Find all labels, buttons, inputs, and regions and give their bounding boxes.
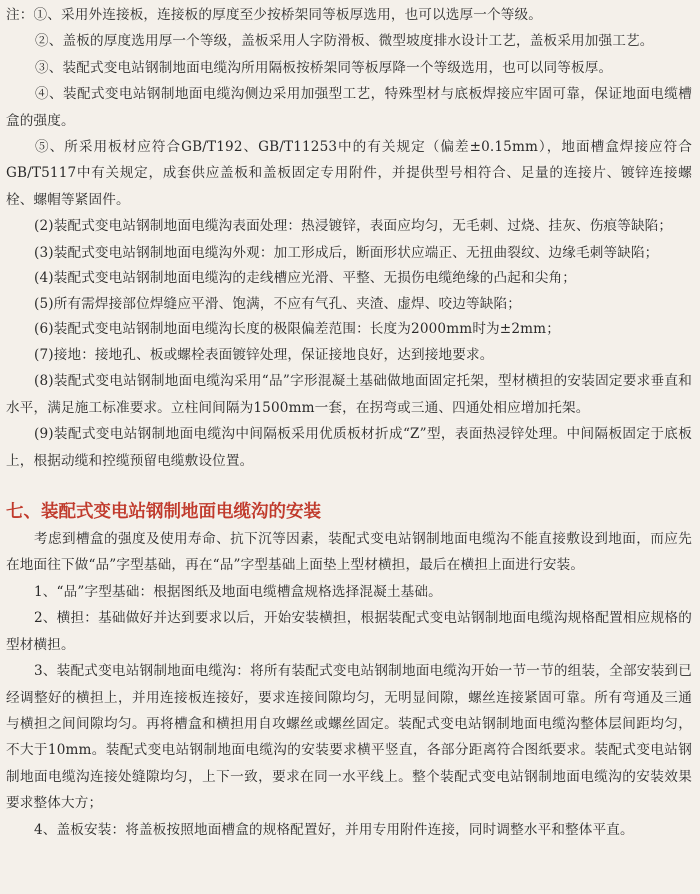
list-item: (9)装配式变电站钢制地面电缆沟中间隔板采用优质板材折成“Z”型，表面热浸锌处理。中间隔板固定于底板上，根据动缆和控缆预留电缆敷设位置。 [6,426,692,469]
note-3: ③、装配式变电站钢制地面电缆沟所用隔板按桥架同等板厚降一个等级选用，也可以同等板厚。 [35,59,613,76]
note-2: ②、盖板的厚度选用厚一个等级，盖板采用人字防滑板、微型坡度排水设计工艺，盖板采用加强工艺。 [35,33,654,50]
list-item: (7)接地：接地孔、板或螺栓表面镀锌处理，保证接地良好，达到接地要求。 [34,346,494,363]
list-item: (8)装配式变电站钢制地面电缆沟采用“品”字形混凝土基础做地面固定托架，型材横担的安装固定要求垂直和水平，满足施工标准要求。立柱间间隔为1500mm一套，在拐弯或三通、四通处相应增加托架。 [6,373,692,416]
section-heading: 七、装配式变电站钢制地面电缆沟的安装 [6,502,321,523]
list-item: (4)装配式变电站钢制地面电缆沟的走线槽应光滑、平整、无损伤电缆绝缘的凸起和尖角； [34,270,576,287]
note-5: ⑤、所采用板材应符合GB/T192、GB/T11253中的有关规定（偏差±0.15mm），地面槽盒焊接应符合GB/T5117中有关规定，成套供应盖板和盖板固定专用附件，并提供型号相符合、足量的连接片、镀锌连接螺栓、螺帽等紧固件。 [6,139,692,208]
section-intro: 考虑到槽盒的强度及使用寿命、抗下沉等因素，装配式变电站钢制地面电缆沟不能直接敷设到地面，而应先在地面往下做“品”字型基础，再在“品”字型基础上面垫上型材横担，最后在横担上面进行安装。 [6,531,692,574]
install-step-3: 3、装配式变电站钢制地面电缆沟：将所有装配式变电站钢制地面电缆沟开始一节一节的组装，全部安装到已经调整好的横担上，并用连接板连接好，要求连接间隙均匀，无明显间隙，螺丝连接紧固可靠。所有弯通及三通与横担之间间隙均匀。再将槽盒和横担用自攻螺丝或螺丝固定。装配式变电站钢制地面电缆沟整体层间距均匀，不大于10mm。装配式变电站钢制地面电缆沟的安装要求横平竖直，各部分距离符合图纸要求。装配式变电站钢制地面电缆沟连接处缝隙均匀，上下一致，要求在同一水平线上。整个装配式变电站钢制地面电缆沟的安装效果要求整体大方； [6,663,692,812]
requirement-list [6,213,692,474]
install-step-1: 1、“品”字型基础：根据图纸及地面电缆槽盒规格选择混凝土基础。 [34,583,442,600]
list-item: (5)所有需焊接部位焊缝应平滑、饱满，不应有气孔、夹渣、虚焊、咬边等缺陷； [34,295,521,312]
note-4: ④、装配式变电站钢制地面电缆沟侧边采用加强型工艺，特殊型材与底板焊接应牢固可靠，保证地面电缆槽盒的强度。 [6,86,692,129]
list-item: (6)装配式变电站钢制地面电缆沟长度的极限偏差范围：长度为2000mm时为±2mm； [34,321,560,338]
list-item: (3)装配式变电站钢制地面电缆沟外观：加工形成后，断面形状应端正、无扭曲裂纹、边缘毛刺等缺陷； [34,244,659,261]
note-1: 注：①、采用外连接板，连接板的厚度至少按桥架同等板厚选用，也可以选厚一个等级。 [6,7,543,23]
installation-section [6,526,692,843]
install-step-4: 4、盖板安装：将盖板按照地面槽盒的规格配置好，并用专用附件连接，同时调整水平和整体平直。 [34,821,634,838]
install-step-2: 2、横担：基础做好并达到要求以后，开始安装横担，根据装配式变电站钢制地面电缆沟规格配置相应规格的型材横担。 [6,610,692,653]
list-item: (2)装配式变电站钢制地面电缆沟表面处理：热浸镀锌，表面应均匀，无毛刺、过烧、挂灰、伤痕等缺陷； [34,218,673,235]
notes-block [6,0,692,213]
